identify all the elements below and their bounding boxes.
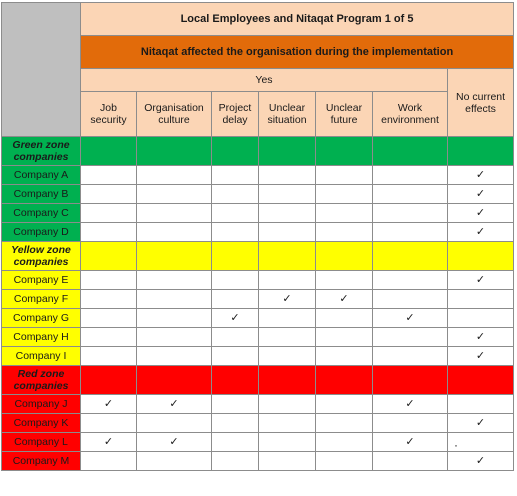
zone-fill-cell — [259, 137, 316, 166]
empty-cell — [259, 433, 316, 452]
company-name: Company E — [2, 271, 81, 290]
empty-cell — [316, 271, 373, 290]
company-name: Company H — [2, 328, 81, 347]
company-name: Company L — [2, 433, 81, 452]
empty-cell — [81, 414, 137, 433]
empty-cell — [212, 185, 259, 204]
zone-header-row — [2, 366, 514, 395]
zone-header-row — [2, 242, 514, 271]
empty-cell — [259, 185, 316, 204]
company-name: Company F — [2, 290, 81, 309]
zone-fill-cell — [137, 366, 212, 395]
company-name: Company G — [2, 309, 81, 328]
empty-cell — [259, 347, 316, 366]
checkmark-cell: ✓ — [137, 433, 212, 452]
column-header-work-environment: Work environment — [373, 92, 448, 137]
company-name: Company C — [2, 204, 81, 223]
table-row — [2, 414, 514, 433]
empty-cell — [212, 395, 259, 414]
table-row — [2, 223, 514, 242]
empty-cell — [316, 347, 373, 366]
table-row — [2, 185, 514, 204]
checkmark-cell: ✓ — [81, 395, 137, 414]
empty-cell — [212, 204, 259, 223]
zone-fill-cell — [259, 242, 316, 271]
checkmark-cell: ✓ — [448, 452, 514, 471]
empty-cell — [212, 166, 259, 185]
checkmark-cell: ✓ — [373, 395, 448, 414]
empty-cell — [373, 271, 448, 290]
zone-fill-cell — [316, 137, 373, 166]
empty-cell — [316, 223, 373, 242]
table-subtitle: Nitaqat affected the organisation during the implementation — [81, 36, 514, 69]
empty-cell — [316, 414, 373, 433]
table-row — [2, 395, 514, 414]
dot-mark-cell: · — [448, 433, 514, 452]
checkmark-cell: ✓ — [448, 204, 514, 223]
empty-cell — [316, 433, 373, 452]
column-header-organisation-culture: Organisation culture — [137, 92, 212, 137]
zone-label: Yellow zone companies — [2, 242, 81, 271]
empty-cell — [137, 204, 212, 223]
empty-cell — [137, 452, 212, 471]
zone-fill-cell — [259, 366, 316, 395]
empty-cell — [81, 347, 137, 366]
checkmark-cell: ✓ — [212, 309, 259, 328]
empty-cell — [212, 328, 259, 347]
company-name: Company K — [2, 414, 81, 433]
zone-fill-cell — [212, 242, 259, 271]
zone-fill-cell — [137, 137, 212, 166]
empty-cell — [316, 452, 373, 471]
empty-cell — [81, 290, 137, 309]
zone-fill-cell — [448, 137, 514, 166]
zone-fill-cell — [373, 137, 448, 166]
checkmark-cell: ✓ — [373, 309, 448, 328]
empty-cell — [448, 395, 514, 414]
empty-cell — [137, 185, 212, 204]
table-row — [2, 271, 514, 290]
empty-cell — [373, 185, 448, 204]
company-name: Company A — [2, 166, 81, 185]
empty-cell — [137, 414, 212, 433]
empty-cell — [81, 166, 137, 185]
empty-cell — [137, 166, 212, 185]
table-row — [2, 433, 514, 452]
empty-cell — [373, 328, 448, 347]
table-row — [2, 204, 514, 223]
column-header-no-current-effects: No current effects — [448, 69, 514, 137]
empty-cell — [137, 271, 212, 290]
empty-cell — [373, 223, 448, 242]
empty-cell — [373, 290, 448, 309]
empty-cell — [212, 414, 259, 433]
title-row — [2, 3, 514, 36]
checkmark-cell: ✓ — [259, 290, 316, 309]
empty-cell — [373, 414, 448, 433]
empty-cell — [259, 414, 316, 433]
table-row — [2, 309, 514, 328]
empty-cell — [137, 290, 212, 309]
zone-fill-cell — [212, 137, 259, 166]
empty-cell — [212, 452, 259, 471]
empty-cell — [259, 395, 316, 414]
empty-cell — [259, 223, 316, 242]
empty-cell — [259, 309, 316, 328]
table-row — [2, 166, 514, 185]
empty-cell — [316, 328, 373, 347]
empty-cell — [316, 185, 373, 204]
empty-cell — [316, 166, 373, 185]
checkmark-cell: ✓ — [448, 185, 514, 204]
empty-cell — [259, 328, 316, 347]
empty-cell — [448, 309, 514, 328]
zone-fill-cell — [316, 242, 373, 271]
empty-cell — [316, 204, 373, 223]
zone-label: Green zone companies — [2, 137, 81, 166]
empty-cell — [212, 347, 259, 366]
zone-fill-cell — [448, 366, 514, 395]
checkmark-cell: ✓ — [448, 347, 514, 366]
checkmark-cell: ✓ — [448, 223, 514, 242]
empty-cell — [81, 328, 137, 347]
empty-cell — [212, 223, 259, 242]
checkmark-cell: ✓ — [316, 290, 373, 309]
empty-cell — [81, 204, 137, 223]
empty-cell — [259, 204, 316, 223]
empty-cell — [316, 309, 373, 328]
empty-cell — [212, 290, 259, 309]
empty-cell — [137, 309, 212, 328]
empty-cell — [81, 452, 137, 471]
empty-cell — [373, 452, 448, 471]
empty-cell — [259, 271, 316, 290]
zone-fill-cell — [81, 137, 137, 166]
empty-cell — [81, 223, 137, 242]
table-row — [2, 328, 514, 347]
empty-cell — [212, 433, 259, 452]
checkmark-cell: ✓ — [373, 433, 448, 452]
empty-cell — [373, 204, 448, 223]
table-row — [2, 290, 514, 309]
nitaqat-effects-table — [1, 2, 514, 471]
table-row — [2, 347, 514, 366]
empty-cell — [137, 223, 212, 242]
zone-fill-cell — [212, 366, 259, 395]
empty-cell — [81, 185, 137, 204]
company-name: Company I — [2, 347, 81, 366]
corner-cell — [2, 3, 81, 137]
company-name: Company D — [2, 223, 81, 242]
empty-cell — [259, 166, 316, 185]
empty-cell — [137, 347, 212, 366]
zone-fill-cell — [373, 366, 448, 395]
zone-fill-cell — [81, 242, 137, 271]
zone-fill-cell — [316, 366, 373, 395]
zone-label: Red zone companies — [2, 366, 81, 395]
checkmark-cell: ✓ — [448, 271, 514, 290]
empty-cell — [81, 271, 137, 290]
checkmark-cell: ✓ — [448, 328, 514, 347]
company-name: Company M — [2, 452, 81, 471]
empty-cell — [316, 395, 373, 414]
yes-header: Yes — [81, 69, 448, 92]
checkmark-cell: ✓ — [81, 433, 137, 452]
empty-cell — [137, 328, 212, 347]
column-header-project-delay: Project delay — [212, 92, 259, 137]
table-title: Local Employees and Nitaqat Program 1 of 5 — [81, 3, 514, 36]
checkmark-cell: ✓ — [137, 395, 212, 414]
empty-cell — [212, 271, 259, 290]
column-header-unclear-future: Unclear future — [316, 92, 373, 137]
table-row — [2, 452, 514, 471]
empty-cell — [81, 309, 137, 328]
column-header-job-security: Job security — [81, 92, 137, 137]
zone-fill-cell — [137, 242, 212, 271]
column-header-unclear-situation: Unclear situation — [259, 92, 316, 137]
zone-fill-cell — [81, 366, 137, 395]
empty-cell — [448, 290, 514, 309]
checkmark-cell: ✓ — [448, 166, 514, 185]
empty-cell — [373, 347, 448, 366]
zone-header-row — [2, 137, 514, 166]
zone-fill-cell — [448, 242, 514, 271]
empty-cell — [373, 166, 448, 185]
checkmark-cell: ✓ — [448, 414, 514, 433]
empty-cell — [259, 452, 316, 471]
company-name: Company B — [2, 185, 81, 204]
company-name: Company J — [2, 395, 81, 414]
zone-fill-cell — [373, 242, 448, 271]
